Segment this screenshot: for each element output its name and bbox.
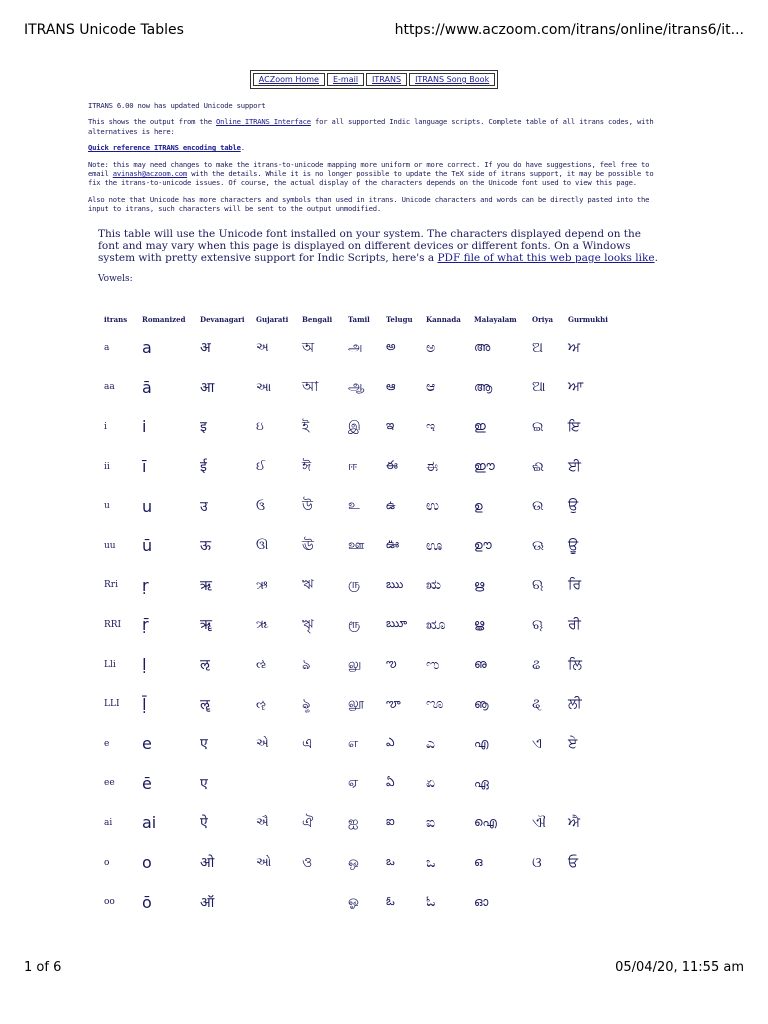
table-cell: ਰਿ (568, 577, 582, 594)
table-cell: ఌ (386, 656, 397, 671)
table-cell: ಆ (426, 379, 436, 396)
table-cell: ଊ (532, 537, 544, 554)
table-cell: ഌ (474, 657, 487, 672)
table-row (104, 882, 618, 922)
table-cell: ଓ (532, 854, 542, 871)
table-row (104, 843, 618, 883)
table-cell (532, 764, 568, 804)
table-cell: ಎ (426, 735, 435, 752)
table-cell: ഉ (474, 498, 483, 513)
table-cell: ఆ (386, 378, 396, 393)
table-cell: এ (302, 735, 313, 752)
table-cell: ഏ (474, 775, 489, 790)
table-cell: अ (200, 340, 211, 357)
table-cell: ഋ (474, 577, 485, 592)
table-cell: e (104, 738, 110, 749)
table-cell: आ (200, 379, 215, 396)
table-cell: உ (348, 498, 360, 514)
table-cell: ai (104, 817, 113, 828)
table-cell: ഈ (474, 459, 495, 474)
table-cell: ਰੀ (568, 616, 581, 633)
table-cell: ഊ (474, 538, 492, 553)
table-cell: ਊ (568, 537, 579, 554)
table-cell: অ (302, 339, 315, 356)
table-cell: ૡ (256, 696, 267, 711)
table-cell: ઉ (256, 498, 266, 513)
table-row (104, 328, 618, 368)
table-cell: ਏ (568, 735, 578, 752)
vowels-table (104, 310, 644, 922)
table-cell: আ (302, 379, 319, 396)
table-cell: ঊ (302, 537, 314, 554)
nav-bar (88, 70, 660, 89)
table-cell: ṛ (142, 575, 149, 595)
table-header-row (104, 310, 618, 328)
table-cell: ਉ (568, 498, 579, 515)
table-cell: ഒ (474, 855, 483, 870)
table-row (104, 724, 618, 764)
column-header: Romanized (142, 314, 186, 324)
table-cell: ঌ (302, 656, 311, 673)
table-cell: ఊ (386, 537, 400, 552)
table-cell: ଏ (532, 735, 542, 752)
table-cell: ॠ (200, 617, 212, 634)
nav-link-aczoom-home[interactable]: ACZoom Home (258, 75, 319, 84)
table-cell: અ (256, 340, 269, 355)
table-cell: ḷ (142, 655, 147, 675)
column-header: Oriya (532, 314, 554, 324)
table-cell: ഇ (474, 419, 486, 434)
table-cell: ū (142, 536, 153, 556)
page-footer-datetime: 05/04/20, 11:55 am (615, 960, 744, 975)
font-info-paragraph: This table will use the Unicode font installed on your system. The characters displayed depend on the font and may vary when this page is displayed on different devices or different fonts. On a Windows system with pretty extensive support for Indic Scripts, here's a PDF file of what this web page looks like. (98, 227, 658, 264)
table-cell: ఇ (386, 418, 395, 433)
table-cell: ਲੀ (568, 696, 582, 713)
table-cell (568, 882, 618, 922)
table-cell: ఎ (386, 735, 395, 750)
table-cell: ॡ (200, 696, 210, 713)
table-cell: ai (142, 813, 157, 833)
table-cell: उ (200, 498, 208, 515)
table-cell: ii (104, 461, 110, 472)
table-cell: அ (348, 339, 363, 355)
table-cell: ঋ (302, 577, 314, 594)
table-cell: ಊ (426, 537, 443, 554)
table-cell: ऊ (200, 538, 211, 555)
email-link[interactable]: avinash@aczoom.com (112, 169, 188, 179)
table-cell: ఋ (386, 576, 404, 591)
table-cell: u (142, 496, 153, 516)
nav-link-song-book[interactable]: ITRANS Song Book (415, 75, 490, 84)
table-cell: ଈ (532, 458, 545, 475)
table-row (104, 368, 618, 408)
table-cell: ஓ (348, 894, 359, 910)
table-cell: ઓ (256, 855, 272, 870)
table-row (104, 645, 618, 685)
table-cell: ஈ (348, 458, 358, 474)
table-cell: ഐ (474, 815, 497, 830)
table-cell: ൡ (474, 696, 489, 711)
table-cell: ૠ (256, 617, 269, 632)
table-cell: ḹ (142, 694, 147, 714)
quickref-link[interactable]: Quick reference ITRANS encoding table (88, 143, 241, 153)
table-cell: ऌ (200, 657, 210, 674)
table-cell: ఐ (386, 814, 395, 829)
table-cell: ஒ (348, 854, 359, 870)
intro-updated-text: ITRANS 6.00 now has updated Unicode support (88, 101, 266, 110)
table-cell: ऑ (200, 894, 215, 911)
table-cell: ଅ (532, 339, 544, 356)
table-cell: uu (104, 540, 116, 551)
table-cell: o (142, 853, 152, 873)
table-cell: ഓ (474, 894, 489, 909)
table-cell: ऐ (200, 815, 208, 832)
table-cell (256, 764, 302, 804)
table-cell: ee (104, 778, 115, 789)
table-row (104, 447, 618, 487)
table-cell: ആ (474, 379, 493, 394)
table-cell (532, 882, 568, 922)
document-content (88, 70, 660, 292)
table-row (104, 803, 618, 843)
column-header: Gurmukhi (568, 314, 608, 324)
table-row (104, 764, 618, 804)
table-cell: ୡ (532, 696, 542, 713)
table-cell: லு (348, 656, 362, 672)
table-cell: ઋ (256, 577, 268, 592)
table-cell: ೠ (426, 616, 446, 633)
table-cell: એ (256, 736, 269, 751)
table-cell: ਓ (568, 854, 579, 871)
page-footer-page-number: 1 of 6 (24, 960, 62, 975)
table-cell: అ (386, 339, 396, 354)
table-cell: ಌ (426, 656, 440, 673)
table-cell: ஆ (348, 379, 365, 395)
vowels-heading: Vowels: (98, 273, 133, 284)
table-cell: ई (200, 459, 207, 476)
page-header-title: ITRANS Unicode Tables (24, 22, 184, 38)
table-cell: ఏ (386, 774, 395, 789)
table-cell: ਈ (568, 458, 581, 475)
table-cell: इ (200, 419, 207, 436)
table-cell: ā (142, 377, 152, 397)
table-cell: ī (142, 457, 147, 477)
table-cell: ઐ (256, 815, 269, 830)
table-cell: ೡ (426, 696, 444, 713)
nav-link-email[interactable]: E-mail (332, 75, 359, 84)
table-cell: ஏ (348, 775, 359, 791)
online-itrans-link[interactable]: Online ITRANS Interface (215, 117, 311, 127)
table-cell: oo (104, 897, 115, 908)
table-cell: RRI (104, 619, 122, 630)
table-cell: ṝ (142, 615, 149, 635)
column-header: Bengali (302, 314, 333, 324)
table-cell: ਇ (568, 418, 581, 435)
table-cell: ਆ (568, 379, 584, 396)
table-cell: ಇ (426, 418, 436, 435)
table-cell: ఒ (386, 854, 395, 869)
table-cell: ઇ (256, 419, 264, 434)
table-cell: ஐ (348, 814, 359, 830)
table-cell: ই (302, 418, 310, 435)
table-row (104, 407, 618, 447)
table-cell: എ (474, 736, 489, 751)
table-cell: ઌ (256, 657, 267, 672)
nav-link-itrans[interactable]: ITRANS (372, 75, 402, 84)
table-cell: ரு (348, 577, 361, 593)
table-cell: a (142, 338, 152, 358)
table-cell: ரூ (348, 616, 361, 632)
table-cell: ਲਿ (568, 656, 582, 673)
column-header: itrans (104, 314, 128, 324)
column-header: Devanagari (200, 314, 245, 324)
table-cell: ઊ (256, 538, 269, 553)
table-cell: ౡ (386, 695, 401, 710)
table-cell: ಐ (426, 814, 436, 831)
table-cell: ൠ (474, 617, 485, 632)
pdf-link[interactable]: PDF file of what this web page looks like (437, 251, 655, 264)
table-cell: ଇ (532, 418, 544, 435)
table-cell: ઈ (256, 459, 266, 474)
table-cell: ଐ (532, 814, 546, 831)
also-note-paragraph: Also note that Unicode has more characters and symbols than used in itrans. Unicode characters and words can be directly pasted into the input to itrans, such characters will be sent to the output unmodified. (88, 194, 650, 214)
table-cell (256, 882, 302, 922)
table-cell: a (104, 342, 110, 353)
intro-output-text: This shows the output from the Online ITRANS Interface for all supported Indic language scripts. Complete table of all itrans codes, with alternatives is here: (88, 117, 654, 136)
table-cell: ৠ (302, 616, 314, 633)
table-row (104, 486, 618, 526)
table-cell: ಉ (426, 498, 439, 515)
quickref-paragraph: Quick reference ITRANS encoding table. (88, 143, 245, 153)
table-cell (302, 764, 348, 804)
table-cell (568, 764, 618, 804)
table-row (104, 566, 618, 606)
table-cell: aa (104, 382, 115, 393)
table-cell: ਐ (568, 814, 580, 831)
table-cell: ಓ (426, 894, 436, 911)
table-cell: উ (302, 498, 313, 515)
table-cell: ఉ (386, 497, 396, 512)
table-cell: ଉ (532, 498, 544, 515)
note-paragraph: Note: this may need changes to make the itrans-to-unicode mapping more uniform or more correct. If you do have suggestions, feel free to email avinash@aczoom.com with the details. While it is no longer possible to update the TeX side of itrans support, it may be possible to fix the itrans-to-unicode issues. Of course, the actual display of the characters depends on the Unicode font used to view this page. (88, 159, 654, 188)
table-cell: ଋ (532, 577, 544, 594)
table-cell: Rri (104, 580, 118, 591)
table-cell: ए (200, 775, 208, 792)
table-cell: ஊ (348, 537, 365, 553)
table-cell: இ (348, 418, 361, 434)
page-header-url: https://www.aczoom.com/itrans/online/itrans6/it... (394, 22, 744, 38)
table-cell: ē (142, 773, 152, 793)
table-cell: ಒ (426, 854, 436, 871)
table-cell: ఈ (386, 458, 398, 473)
table-row (104, 684, 618, 724)
table-cell: ਅ (568, 339, 581, 356)
table-cell: u (104, 501, 110, 512)
table-cell: ୠ (532, 616, 543, 633)
table-row (104, 605, 618, 645)
table-cell: ৡ (302, 696, 311, 713)
table-cell: ओ (200, 855, 215, 872)
table-cell: അ (474, 340, 491, 355)
table-cell: ౠ (386, 616, 408, 631)
table-cell: i (142, 417, 147, 437)
table-cell: ಅ (426, 339, 436, 356)
table-cell: i (104, 421, 107, 432)
table-cell: ও (302, 854, 313, 871)
table-cell: ঈ (302, 458, 312, 475)
column-header: Gujarati (256, 314, 289, 324)
table-row (104, 526, 618, 566)
table-cell: Lli (104, 659, 116, 670)
table-cell: ఓ (386, 893, 395, 908)
table-cell: o (104, 857, 110, 868)
table-cell: ঐ (302, 814, 314, 831)
column-header: Telugu (386, 314, 413, 324)
table-cell: ए (200, 736, 208, 753)
table-cell: ō (142, 892, 152, 912)
table-cell: லூ (348, 696, 364, 712)
column-header: Kannada (426, 314, 461, 324)
column-header: Malayalam (474, 314, 517, 324)
table-cell: ಏ (426, 775, 436, 792)
table-cell: ಋ (426, 577, 441, 594)
table-cell: આ (256, 379, 272, 394)
table-cell (302, 882, 348, 922)
table-cell: ಈ (426, 458, 439, 475)
table-cell: e (142, 734, 152, 754)
table-cell: ଌ (532, 656, 541, 673)
table-cell: LLI (104, 699, 120, 710)
table-cell: ଆ (532, 379, 546, 396)
column-header: Tamil (348, 314, 370, 324)
table-cell: ऋ (200, 577, 212, 594)
table-cell: எ (348, 735, 359, 751)
